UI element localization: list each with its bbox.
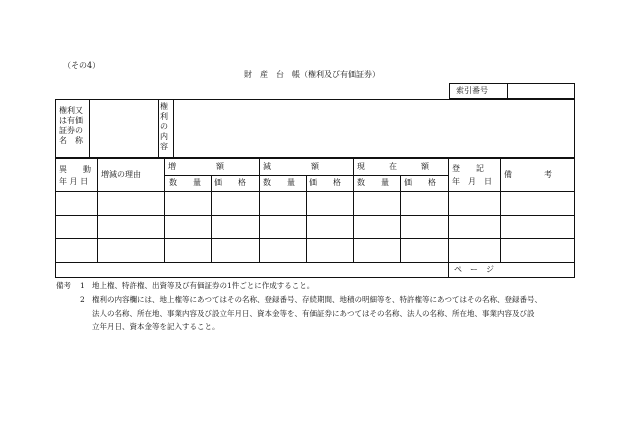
index-number-label: 索引番号: [456, 86, 488, 95]
header-change-date-top: 異 動: [59, 165, 91, 174]
header-reason: 増減の理由: [101, 170, 141, 179]
note-2-text-cont1: 法人の名称、所在地、事業内容及び設立年月日、資本金等を、有価証券にあつてはその名称、法人の名称、所在地、事業内容及び設: [92, 309, 535, 318]
header-decrease-price: 価 格: [309, 178, 341, 187]
header-increase: 増 額: [168, 162, 224, 171]
name-label-line4: 名 称: [59, 136, 83, 145]
name-value-field[interactable]: [90, 101, 158, 156]
table-row[interactable]: [56, 215, 574, 237]
note-2-text: 権利の内容欄には、地上権等にあつてはその名称、登録番号、存続期間、地積の明細等を、特許権等にあつてはその名称、登録番号、: [92, 295, 542, 304]
header-current-qty: 数 量: [357, 178, 389, 187]
header-current: 現 在 額: [357, 162, 429, 171]
page-label: ペ ー ジ: [454, 265, 494, 274]
content-label: 権利の内容: [160, 102, 168, 151]
header-current-price: 価 格: [404, 178, 436, 187]
header-decrease-qty: 数 量: [263, 178, 295, 187]
table-row[interactable]: [56, 238, 574, 260]
header-increase-price: 価 格: [214, 178, 246, 187]
note-1-number: 1: [80, 281, 85, 290]
page-number-field[interactable]: [500, 263, 574, 276]
header-increase-qty: 数 量: [169, 178, 201, 187]
sheet-number: （その4）: [63, 61, 101, 70]
header-change-date-bottom: 年 月 日: [59, 177, 89, 186]
name-label-line2: は有価: [59, 116, 83, 125]
table-row[interactable]: [56, 191, 574, 213]
notes-label: 備考: [56, 281, 71, 290]
name-label-line3: 証券の: [59, 126, 83, 135]
header-remarks: 備 考: [504, 170, 552, 179]
content-value-field[interactable]: [174, 101, 574, 156]
header-record-top: 登 記: [452, 164, 484, 173]
note-2-text-cont2: 立年月日、資本金等を記入すること。: [92, 322, 220, 331]
header-decrease: 減 額: [263, 162, 319, 171]
note-2-number: 2: [80, 295, 85, 304]
note-1-text: 地上権、特許権、出資等及び有価証券の1件ごとに作成すること。: [92, 281, 315, 290]
header-record-bottom: 年 月 日: [452, 177, 492, 186]
page-title: 財 産 台 帳（権利及び有価証券）: [244, 70, 380, 79]
name-label-line1: 権利又: [59, 106, 83, 115]
